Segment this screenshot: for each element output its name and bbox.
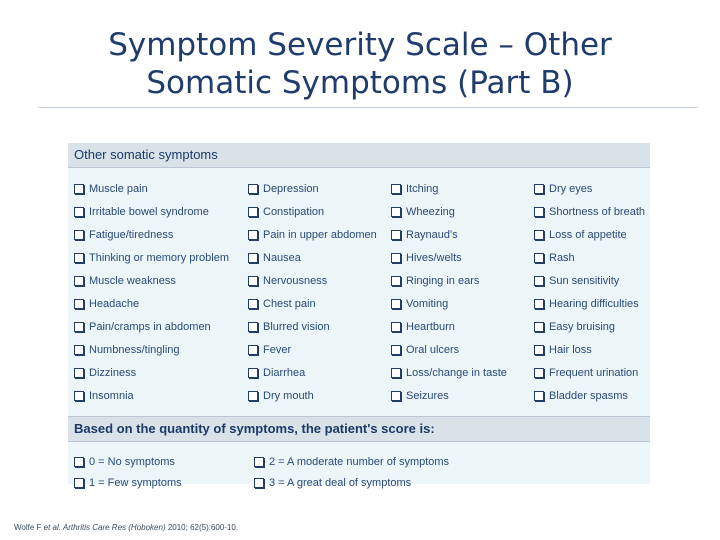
citation xyxy=(14,523,238,532)
symptom-item[interactable] xyxy=(391,315,507,338)
slide-title-line-2: Somatic Symptoms (Part B) xyxy=(146,65,574,101)
symptom-item[interactable] xyxy=(391,384,507,407)
symptom-item[interactable] xyxy=(74,315,229,338)
symptom-item[interactable] xyxy=(74,361,229,384)
checkbox-icon[interactable] xyxy=(534,207,544,217)
symptom-label: Nervousness xyxy=(263,274,328,287)
symptom-item[interactable] xyxy=(391,361,507,384)
symptom-item[interactable] xyxy=(534,361,645,384)
symptom-item[interactable] xyxy=(74,246,229,269)
symptom-label: Dizziness xyxy=(89,366,137,379)
symptom-label: Oral ulcers xyxy=(406,343,460,356)
symptom-label: Muscle pain xyxy=(89,182,148,195)
checkbox-icon[interactable] xyxy=(534,299,544,309)
symptom-checklist-panel xyxy=(68,143,650,489)
symptom-label: Depression xyxy=(263,182,319,195)
checkbox-icon[interactable] xyxy=(248,299,258,309)
symptom-label: Pain in upper abdomen xyxy=(263,228,377,241)
score-header: Based on the quantity of symptoms, the patient's score is: xyxy=(68,417,650,442)
symptom-item[interactable] xyxy=(534,338,645,361)
citation-details: 2010; 62(5):600-10. xyxy=(165,523,239,532)
symptom-label: Muscle weakness xyxy=(89,274,176,287)
symptom-item[interactable] xyxy=(74,200,229,223)
symptom-item[interactable] xyxy=(391,269,507,292)
checkbox-icon[interactable] xyxy=(391,184,401,194)
checkbox-icon[interactable] xyxy=(391,391,401,401)
symptom-label: Chest pain xyxy=(263,297,316,310)
symptom-label: Loss of appetite xyxy=(549,228,627,241)
slide-title-line-1: Symptom Severity Scale – Other xyxy=(108,27,612,63)
score-option-label: 1 = Few symptoms xyxy=(89,476,182,489)
score-column xyxy=(74,451,182,493)
symptom-item[interactable] xyxy=(248,223,377,246)
checkbox-icon[interactable] xyxy=(74,345,84,355)
symptom-label: Raynaud's xyxy=(406,228,458,241)
symptom-item[interactable] xyxy=(391,177,507,200)
symptom-item[interactable] xyxy=(534,246,645,269)
checkbox-icon[interactable] xyxy=(74,457,84,467)
checkbox-icon[interactable] xyxy=(254,478,264,488)
symptom-item[interactable] xyxy=(534,200,645,223)
symptom-item[interactable] xyxy=(248,361,377,384)
symptom-item[interactable] xyxy=(74,223,229,246)
symptom-column xyxy=(391,177,507,407)
symptom-label: Frequent urination xyxy=(549,366,639,379)
symptom-label: Heartburn xyxy=(406,320,455,333)
symptom-label: Numbness/tingling xyxy=(89,343,180,356)
symptom-item[interactable] xyxy=(534,315,645,338)
symptom-label: Easy bruising xyxy=(549,320,616,333)
checkbox-icon[interactable] xyxy=(248,322,258,332)
symptom-label: Pain/cramps in abdomen xyxy=(89,320,211,333)
score-option[interactable] xyxy=(254,472,449,493)
symptom-item[interactable] xyxy=(391,223,507,246)
checkbox-icon[interactable] xyxy=(391,345,401,355)
symptom-column xyxy=(534,177,645,407)
citation-journal: Arthritis Care Res (Hoboken) xyxy=(60,523,166,532)
symptom-item[interactable] xyxy=(74,177,229,200)
symptom-label: Itching xyxy=(406,182,439,195)
symptom-item[interactable] xyxy=(534,292,645,315)
checkbox-icon[interactable] xyxy=(391,322,401,332)
symptom-item[interactable] xyxy=(391,246,507,269)
symptom-item[interactable] xyxy=(534,269,645,292)
symptom-item[interactable] xyxy=(534,223,645,246)
checkbox-icon[interactable] xyxy=(74,230,84,240)
symptom-item[interactable] xyxy=(74,384,229,407)
checkbox-icon[interactable] xyxy=(248,184,258,194)
checkbox-icon[interactable] xyxy=(74,322,84,332)
symptoms-header: Other somatic symptoms xyxy=(68,143,650,168)
checkbox-icon[interactable] xyxy=(534,230,544,240)
checkbox-icon[interactable] xyxy=(534,253,544,263)
symptom-item[interactable] xyxy=(391,200,507,223)
symptom-item[interactable] xyxy=(74,292,229,315)
symptom-item[interactable] xyxy=(534,384,645,407)
checkbox-icon[interactable] xyxy=(254,457,264,467)
score-column xyxy=(254,451,449,493)
symptom-label: Hives/welts xyxy=(406,251,462,264)
symptom-label: Diarrhea xyxy=(263,366,306,379)
symptom-label: Bladder spasms xyxy=(549,389,628,402)
score-option-label: 2 = A moderate number of symptoms xyxy=(269,455,450,468)
score-option-label: 0 = No symptoms xyxy=(89,455,175,468)
symptom-label: Headache xyxy=(89,297,140,310)
symptom-label: Wheezing xyxy=(406,205,455,218)
symptom-item[interactable] xyxy=(248,177,377,200)
checkbox-icon[interactable] xyxy=(74,299,84,309)
checkbox-icon[interactable] xyxy=(248,230,258,240)
symptom-label: Loss/change in taste xyxy=(406,366,507,379)
score-option[interactable] xyxy=(74,451,182,472)
symptom-column xyxy=(248,177,377,407)
symptom-item[interactable] xyxy=(74,338,229,361)
symptom-label: Blurred vision xyxy=(263,320,330,333)
checkbox-icon[interactable] xyxy=(74,184,84,194)
symptom-label: Fatigue/tiredness xyxy=(89,228,174,241)
checkbox-icon[interactable] xyxy=(248,391,258,401)
checkbox-icon[interactable] xyxy=(391,299,401,309)
checkbox-icon[interactable] xyxy=(534,345,544,355)
checkbox-icon[interactable] xyxy=(74,253,84,263)
symptom-item[interactable] xyxy=(248,384,377,407)
checkbox-icon[interactable] xyxy=(248,368,258,378)
citation-etal: et al. xyxy=(43,523,61,532)
checkbox-icon[interactable] xyxy=(391,207,401,217)
checkbox-icon[interactable] xyxy=(248,345,258,355)
symptom-label: Sun sensitivity xyxy=(549,274,620,287)
score-option[interactable] xyxy=(74,472,182,493)
symptom-label: Dry eyes xyxy=(549,182,593,195)
symptom-label: Hearing difficulties xyxy=(549,297,639,310)
symptom-label: Irritable bowel syndrome xyxy=(89,205,209,218)
symptoms-grid xyxy=(68,168,650,416)
symptom-label: Seizures xyxy=(406,389,449,402)
symptom-label: Dry mouth xyxy=(263,389,314,402)
checkbox-icon[interactable] xyxy=(534,368,544,378)
slide-title xyxy=(0,26,720,102)
symptom-column xyxy=(74,177,229,407)
checkbox-icon[interactable] xyxy=(74,276,84,286)
checkbox-icon[interactable] xyxy=(74,391,84,401)
symptom-item[interactable] xyxy=(391,338,507,361)
checkbox-icon[interactable] xyxy=(534,276,544,286)
symptom-item[interactable] xyxy=(248,200,377,223)
symptom-item[interactable] xyxy=(248,246,377,269)
score-options xyxy=(68,442,650,508)
symptom-label: Insomnia xyxy=(89,389,134,402)
symptom-label: Constipation xyxy=(263,205,325,218)
symptom-item[interactable] xyxy=(74,269,229,292)
checkbox-icon[interactable] xyxy=(74,207,84,217)
symptom-item[interactable] xyxy=(391,292,507,315)
symptom-label: Hair loss xyxy=(549,343,592,356)
symptom-label: Ringing in ears xyxy=(406,274,480,287)
checkbox-icon[interactable] xyxy=(534,322,544,332)
checkbox-icon[interactable] xyxy=(74,368,84,378)
score-option[interactable] xyxy=(254,451,449,472)
symptom-item[interactable] xyxy=(534,177,645,200)
symptom-item[interactable] xyxy=(248,338,377,361)
checkbox-icon[interactable] xyxy=(534,391,544,401)
symptom-label: Shortness of breath xyxy=(549,205,646,218)
citation-authors: Wolfe F xyxy=(14,523,44,532)
symptom-label: Rash xyxy=(549,251,575,264)
checkbox-icon[interactable] xyxy=(391,253,401,263)
title-divider xyxy=(38,107,698,108)
checkbox-icon[interactable] xyxy=(391,276,401,286)
symptom-item[interactable] xyxy=(248,269,377,292)
score-option-label: 3 = A great deal of symptoms xyxy=(269,476,412,489)
symptom-label: Fever xyxy=(263,343,292,356)
checkbox-icon[interactable] xyxy=(74,478,84,488)
checkbox-icon[interactable] xyxy=(248,276,258,286)
symptom-label: Thinking or memory problem xyxy=(89,251,229,264)
checkbox-icon[interactable] xyxy=(391,368,401,378)
symptom-item[interactable] xyxy=(248,292,377,315)
checkbox-icon[interactable] xyxy=(391,230,401,240)
checkbox-icon[interactable] xyxy=(248,207,258,217)
checkbox-icon[interactable] xyxy=(248,253,258,263)
symptom-label: Nausea xyxy=(263,251,301,264)
symptom-item[interactable] xyxy=(248,315,377,338)
checkbox-icon[interactable] xyxy=(534,184,544,194)
symptom-label: Vomiting xyxy=(406,297,449,310)
